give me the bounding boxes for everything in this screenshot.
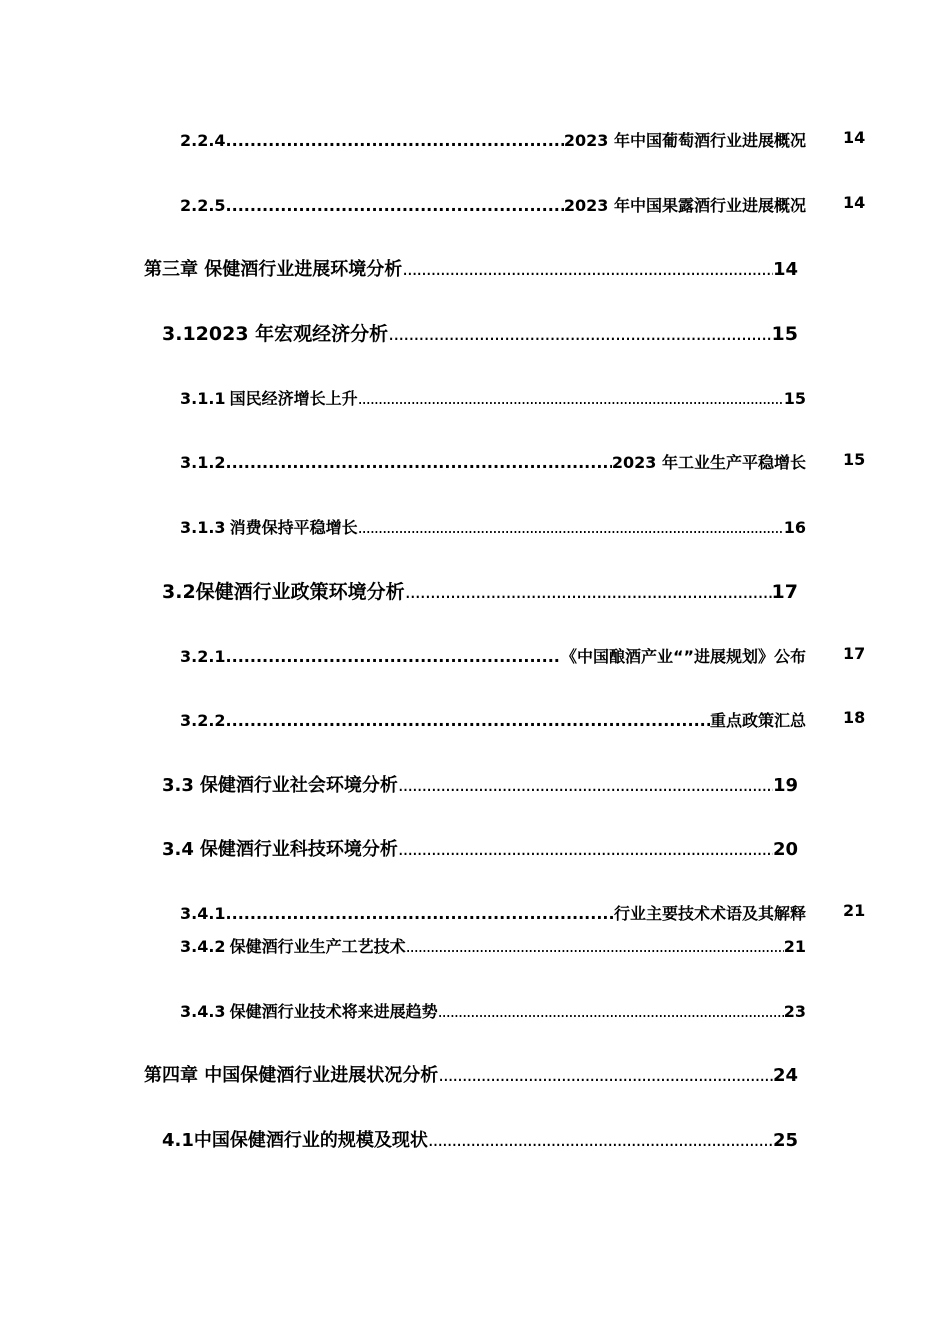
toc-title: 2023 年中国葡萄酒行业进展概况 (563, 131, 806, 150)
toc-page-number: 14 (772, 259, 798, 280)
toc-title: 2023 年宏观经济分析 (195, 323, 389, 345)
toc-title: 消费保持平稳增长 (229, 518, 358, 537)
toc-page-number: 25 (772, 1130, 798, 1151)
toc-title: 保健酒行业科技环境分析 (199, 839, 398, 860)
toc-entry-3-3[interactable] (162, 771, 798, 797)
toc-page-number: 14 (843, 193, 866, 212)
toc-leader-dots (406, 937, 784, 956)
toc-leader-dots (428, 1130, 773, 1151)
toc-title: 《中国酿酒产业“”进展规划》公布 (560, 647, 806, 666)
toc-number: 2.2.4. (180, 131, 232, 150)
toc-title: 2023 年工业生产平稳增长 (611, 453, 806, 472)
toc-leader-dots (232, 131, 564, 150)
toc-number: 2.2.5. (180, 196, 232, 215)
toc-number: 3.1.1 (180, 389, 226, 408)
toc-entry-3-1-3[interactable] (180, 515, 806, 538)
toc-page-number: 17 (771, 581, 798, 603)
toc-page-number: 15 (783, 389, 806, 408)
toc-page-number: 21 (783, 937, 806, 956)
toc-title: 国民经济增长上升 (229, 389, 358, 408)
toc-number: 3.3 (162, 775, 194, 796)
toc-title: 第三章 保健酒行业进展环境分析 (144, 259, 403, 280)
toc-leader-dots (358, 518, 784, 537)
toc-entry-3-2-1[interactable] (180, 644, 806, 667)
toc-number: 3.4.1. (180, 904, 232, 923)
toc-title: 中国保健酒行业的规模及现状 (193, 1130, 428, 1151)
toc-title: 保健酒行业社会环境分析 (199, 775, 398, 796)
toc-leader-dots (232, 904, 614, 923)
toc-number: 3.1.3 (180, 518, 226, 537)
toc-leader-dots (402, 259, 773, 280)
toc-leader-dots (438, 1065, 773, 1086)
toc-title: 保健酒行业技术将来进展趋势 (229, 1002, 438, 1021)
toc-page-number: 16 (783, 518, 806, 537)
toc-leader-dots (388, 323, 771, 345)
toc-number: 3.1 (162, 323, 196, 345)
toc-number: 4.1 (162, 1130, 194, 1151)
toc-entry-3-4[interactable] (162, 835, 798, 861)
toc-entry-3-2-2[interactable] (180, 708, 806, 731)
toc-title: 2023 年中国果露酒行业进展概况 (563, 196, 806, 215)
toc-entry-3-2[interactable] (162, 577, 798, 604)
toc-leader-dots (232, 647, 561, 666)
toc-page-number: 20 (772, 839, 798, 860)
toc-leader-dots (398, 775, 773, 796)
toc-number: 3.4 (162, 839, 194, 860)
toc-title: 保健酒行业政策环境分析 (195, 581, 405, 603)
toc-number: 3.2.1. (180, 647, 232, 666)
toc-entry-3-4-2[interactable] (180, 934, 806, 957)
toc-page-number: 15 (771, 323, 798, 345)
toc-title: 第四章 中国保健酒行业进展状况分析 (144, 1065, 439, 1086)
toc-entry-3-1-1[interactable] (180, 386, 806, 409)
toc-title: 保健酒行业生产工艺技术 (229, 937, 406, 956)
toc-number: 3.2.2. (180, 711, 232, 730)
toc-page-number: 14 (843, 128, 866, 147)
toc-page-number: 19 (772, 775, 798, 796)
toc-page-number: 24 (772, 1065, 798, 1086)
toc-leader-dots (232, 711, 710, 730)
toc-number: 3.2 (162, 581, 196, 603)
toc-leader-dots (232, 196, 564, 215)
toc-number: 3.1.2. (180, 453, 232, 472)
toc-entry-2-2-5[interactable] (180, 193, 806, 216)
toc-entry-2-2-4[interactable] (180, 128, 806, 151)
toc-leader-dots (405, 581, 772, 603)
toc-entry-3-1[interactable] (162, 319, 798, 346)
toc-entry-chapter-3[interactable] (144, 255, 798, 281)
toc-leader-dots (358, 389, 784, 408)
toc-number: 3.4.3 (180, 1002, 226, 1021)
toc-page-number: 23 (783, 1002, 806, 1021)
toc-page-number: 15 (843, 450, 866, 469)
toc-leader-dots (232, 453, 612, 472)
toc-page-number: 18 (843, 708, 866, 727)
toc-title: 行业主要技术术语及其解释 (613, 904, 806, 923)
toc-page-number: 21 (843, 901, 866, 920)
toc-page-number: 17 (843, 644, 866, 663)
toc-entry-3-1-2[interactable] (180, 450, 806, 473)
toc-title: 重点政策汇总 (709, 711, 806, 730)
toc-entry-3-4-3[interactable] (180, 999, 806, 1022)
toc-entry-3-4-1[interactable] (180, 901, 806, 924)
toc-entry-chapter-4[interactable] (144, 1061, 798, 1087)
toc-entry-4-1[interactable] (162, 1126, 798, 1152)
toc-leader-dots (438, 1002, 784, 1021)
toc-leader-dots (398, 839, 773, 860)
toc-number: 3.4.2 (180, 937, 226, 956)
